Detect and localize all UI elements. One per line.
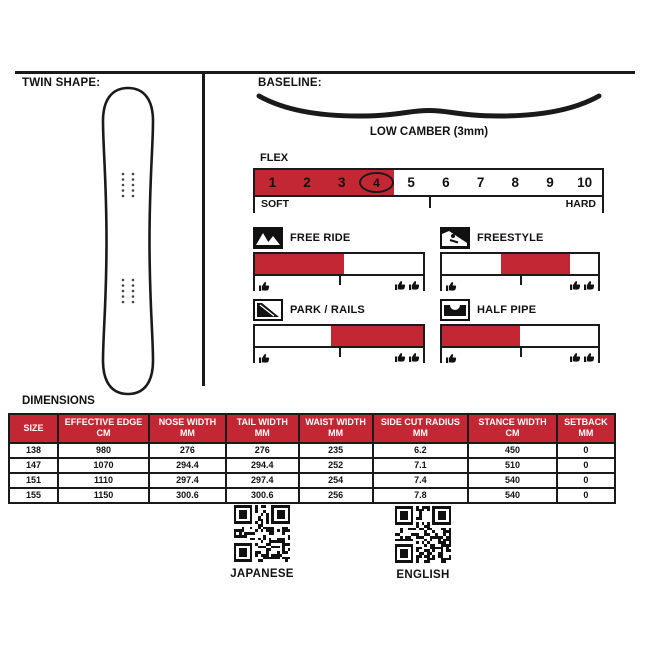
col-effective-edge: EFFECTIVE EDGE CM bbox=[58, 414, 149, 443]
qr-block-english bbox=[388, 506, 458, 581]
table-row: 155 1150 300.6 300.6 256 7.8 540 0 bbox=[9, 488, 615, 503]
rating-bar bbox=[440, 324, 600, 348]
qr-label-english: ENGLISH bbox=[396, 569, 450, 581]
twin-shape-label: TWIN SHAPE: bbox=[22, 77, 101, 89]
qr-block-japanese bbox=[227, 505, 297, 580]
thumbs-up-icon bbox=[258, 351, 270, 369]
vertical-divider bbox=[202, 71, 205, 386]
double-thumbs-up-icon bbox=[394, 279, 420, 291]
dimensions-table bbox=[8, 413, 616, 504]
rating-fill bbox=[442, 326, 520, 346]
flex-value-9: 9 bbox=[546, 175, 554, 190]
col-size: SIZE bbox=[9, 414, 58, 443]
soft-label: SOFT bbox=[261, 197, 289, 210]
table-header-row bbox=[9, 414, 615, 443]
col-tail-width: TAIL WIDTH MM bbox=[226, 414, 299, 443]
flex-value-6: 6 bbox=[442, 175, 450, 190]
rating-label: FREESTYLE bbox=[477, 231, 544, 244]
thumbs-up-icon bbox=[258, 279, 270, 297]
park-ramp-icon bbox=[253, 299, 283, 321]
rating-bar bbox=[253, 324, 425, 348]
table-row: 151 1110 297.4 297.4 254 7.4 540 0 bbox=[9, 473, 615, 488]
rating-park-rails bbox=[253, 298, 425, 363]
col-setback: SETBACK MM bbox=[557, 414, 615, 443]
flex-value-8: 8 bbox=[511, 175, 520, 190]
col-waist-width: WAIST WIDTH MM bbox=[299, 414, 373, 443]
flex-value-4-selected bbox=[359, 170, 394, 195]
qr-label-japanese: JAPANESE bbox=[230, 568, 294, 580]
rating-free-ride bbox=[253, 226, 425, 291]
qr-code-english bbox=[395, 506, 452, 563]
flex-value-5: 5 bbox=[407, 175, 415, 190]
flex-scale bbox=[253, 168, 604, 197]
col-nose-width: NOSE WIDTH MM bbox=[149, 414, 226, 443]
rating-freestyle bbox=[440, 226, 600, 291]
selected-flex-circle: 4 bbox=[359, 172, 394, 193]
rating-label: FREE RIDE bbox=[290, 231, 351, 244]
hard-label: HARD bbox=[565, 197, 596, 210]
col-side-cut-radius: SIDE CUT RADIUS MM bbox=[373, 414, 469, 443]
flex-label: FLEX bbox=[260, 152, 289, 164]
flex-value-7: 7 bbox=[476, 175, 485, 190]
rating-bar bbox=[440, 252, 600, 276]
freestyle-rider-icon bbox=[440, 227, 470, 249]
top-divider bbox=[15, 71, 635, 74]
double-thumbs-up-icon bbox=[569, 351, 595, 363]
halfpipe-icon bbox=[440, 299, 470, 321]
flex-value-3: 3 bbox=[338, 175, 346, 190]
thumbs-up-icon bbox=[445, 279, 457, 297]
rating-label: HALF PIPE bbox=[477, 303, 537, 316]
double-thumbs-up-icon bbox=[569, 279, 595, 291]
rating-bar bbox=[253, 252, 425, 276]
flex-value-10: 10 bbox=[577, 175, 593, 190]
rating-fill bbox=[255, 254, 344, 274]
rating-scale-strip bbox=[440, 348, 600, 363]
flex-soft-hard-strip bbox=[253, 196, 604, 213]
flex-value-1: 1 bbox=[268, 175, 277, 190]
table-row: 138 980 276 276 235 6.2 450 0 bbox=[9, 443, 615, 458]
flex-value-2: 2 bbox=[303, 175, 311, 190]
mountains-icon bbox=[253, 227, 283, 249]
dimensions-title: DIMENSIONS bbox=[22, 395, 95, 407]
col-stance-width: STANCE WIDTH CM bbox=[468, 414, 556, 443]
rating-half-pipe bbox=[440, 298, 600, 363]
rating-fill bbox=[501, 254, 570, 274]
rating-scale-strip bbox=[440, 276, 600, 291]
baseline-label: BASELINE: bbox=[258, 77, 322, 89]
camber-caption: LOW CAMBER (3mm) bbox=[369, 126, 489, 138]
rating-label: PARK / RAILS bbox=[290, 303, 365, 316]
rating-scale-strip bbox=[253, 276, 425, 291]
camber-profile-image bbox=[256, 90, 602, 126]
qr-code-japanese bbox=[234, 505, 291, 562]
snowboard-outline-image bbox=[93, 85, 163, 397]
thumbs-up-icon bbox=[445, 351, 457, 369]
rating-fill bbox=[331, 326, 423, 346]
rating-scale-strip bbox=[253, 348, 425, 363]
double-thumbs-up-icon bbox=[394, 351, 420, 363]
table-row: 147 1070 294.4 294.4 252 7.1 510 0 bbox=[9, 458, 615, 473]
